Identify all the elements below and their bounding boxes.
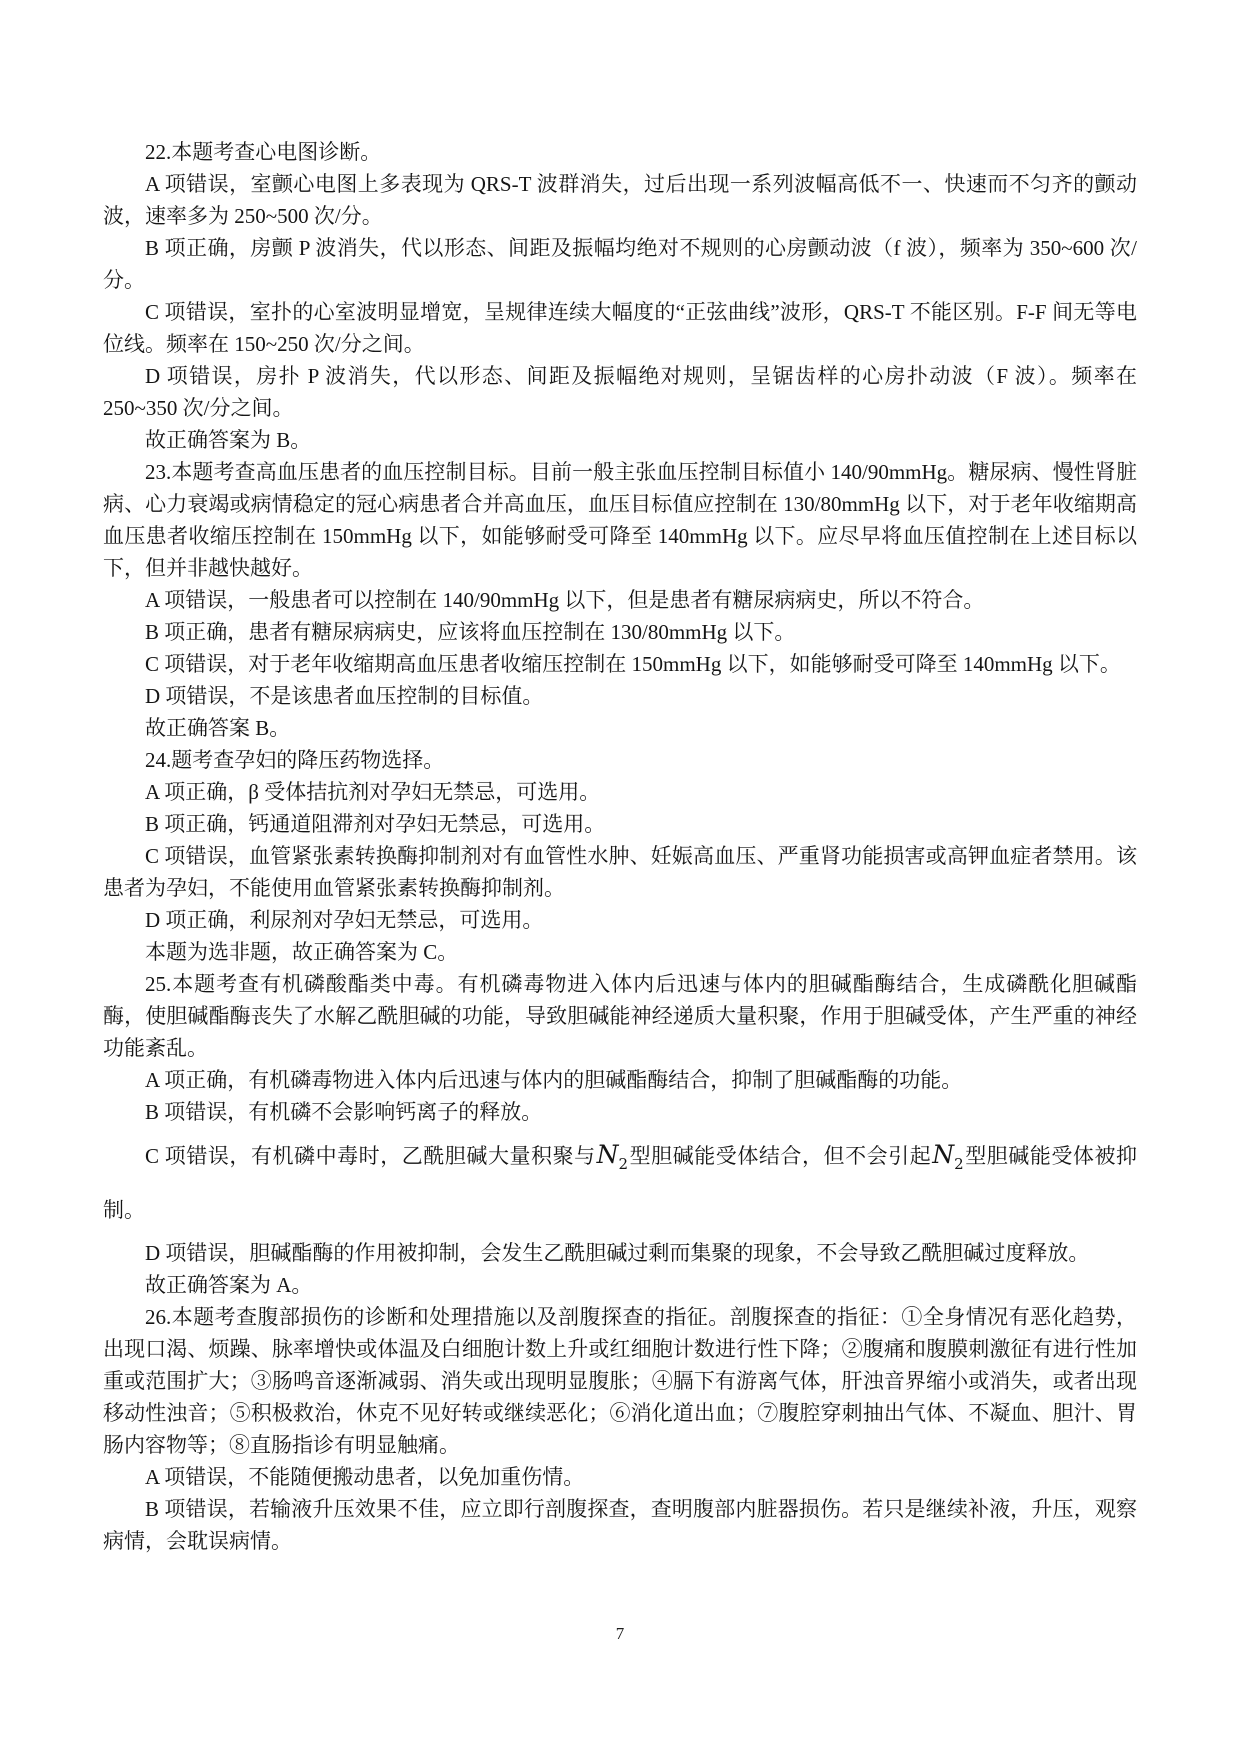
formula-subscript: 2 — [954, 1155, 964, 1173]
q25-option-c-text-1: C 项错误，有机磷中毒时，乙酰胆碱大量积聚与 — [145, 1144, 596, 1168]
q23-option-a: A 项错误，一般患者可以控制在 140/90mmHg 以下，但是患者有糖尿病病史，所以不符合。 — [145, 588, 985, 612]
q25-option-a: A 项正确，有机磷毒物进入体内后迅速与体内的胆碱酯酶结合，抑制了胆碱酯酶的功能。 — [145, 1068, 963, 1092]
q23-option-d: D 项错误，不是该患者血压控制的目标值。 — [145, 684, 544, 708]
q22-option-b: B 项正确，房颤 P 波消失，代以形态、间距及振幅均绝对不规则的心房颤动波（f 波），频率为 350~600 次/分。 — [103, 236, 1137, 292]
q24-answer: 本题为选非题，故正确答案为 C。 — [145, 940, 459, 964]
formula-base: N — [932, 1140, 955, 1169]
q25-option-b: B 项错误，有机磷不会影响钙离子的释放。 — [145, 1100, 543, 1124]
q22-option-a: A 项错误，室颤心电图上多表现为 QRS-T 波群消失，过后出现一系列波幅高低不一、快速而不匀齐的颤动波，速率多为 250~500 次/分。 — [103, 172, 1137, 228]
q24-option-d: D 项正确，利尿剂对孕妇无禁忌，可选用。 — [145, 908, 544, 932]
formula-subscript: 2 — [618, 1155, 629, 1173]
q26-intro: 26.本题考查腹部损伤的诊断和处理措施以及剖腹探查的指征。剖腹探查的指征：①全身情况有恶化趋势，出现口渴、烦躁、脉率增快或体温及白细胞计数上升或红细胞计数进行性下降；②腹痛和腹膜刺激征有进行性加重或范围扩大；③肠鸣音逐渐减弱、消失或出现明显腹胀；④膈下有游离气体，肝浊音界缩小或消失，或者出现移动性浊音；⑤积极救治，休克不见好转或继续恶化；⑥消化道出血；⑦腹腔穿刺抽出气体、不凝血、胆汁、胃肠内容物等；⑧直肠指诊有明显触痛。 — [103, 1305, 1137, 1457]
page-number: 7 — [615, 1624, 625, 1643]
q26-option-b: B 项错误，若输液升压效果不佳，应立即行剖腹探查，查明腹部内脏器损伤。若只是继续补液，升压，观察病情，会耽误病情。 — [103, 1497, 1137, 1553]
q25-answer: 故正确答案为 A。 — [145, 1273, 313, 1297]
q25-option-c — [103, 1128, 1137, 1237]
q24-option-b: B 项正确，钙通道阻滞剂对孕妇无禁忌，可选用。 — [145, 812, 606, 836]
document-body — [103, 136, 1137, 1557]
n2-receptor-formula — [596, 1140, 629, 1173]
q26-option-a: A 项错误，不能随便搬动患者，以免加重伤情。 — [145, 1465, 585, 1489]
q23-answer: 故正确答案 B。 — [145, 716, 291, 740]
q25-option-d: D 项错误，胆碱酯酶的作用被抑制，会发生乙酰胆碱过剩而集聚的现象，不会导致乙酰胆碱过度释放。 — [145, 1241, 1090, 1265]
q22-option-d: D 项错误，房扑 P 波消失，代以形态、间距及振幅绝对规则，呈锯齿样的心房扑动波（F 波）。频率在 250~350 次/分之间。 — [103, 364, 1137, 420]
q24-option-a: A 项正确，β 受体拮抗剂对孕妇无禁忌，可选用。 — [145, 780, 601, 804]
q25-intro: 25.本题考查有机磷酸酯类中毒。有机磷毒物进入体内后迅速与体内的胆碱酯酶结合，生成磷酰化胆碱酯酶，使胆碱酯酶丧失了水解乙酰胆碱的功能，导致胆碱能神经递质大量积聚，作用于胆碱受体，产生严重的神经功能紊乱。 — [103, 972, 1137, 1060]
formula-base: N — [596, 1140, 619, 1169]
q25-option-c-text-2: 型胆碱能受体结合，但不会引起 — [629, 1144, 932, 1168]
q23-option-b: B 项正确，患者有糖尿病病史，应该将血压控制在 130/80mmHg 以下。 — [145, 620, 796, 644]
q22-intro: 22.本题考查心电图诊断。 — [145, 140, 382, 164]
n2-receptor-formula — [932, 1140, 964, 1173]
q24-option-c: C 项错误，血管紧张素转换酶抑制剂对有血管性水肿、妊娠高血压、严重肾功能损害或高钾血症者禁用。该患者为孕妇，不能使用血管紧张素转换酶抑制剂。 — [103, 844, 1137, 900]
q23-option-c: C 项错误，对于老年收缩期高血压患者收缩压控制在 150mmHg 以下，如能够耐受可降至 140mmHg 以下。 — [145, 652, 1121, 676]
q23-intro: 23.本题考查高血压患者的血压控制目标。目前一般主张血压控制目标值小 140/90mmHg。糖尿病、慢性肾脏病、心力衰竭或病情稳定的冠心病患者合并高血压，血压目标值应控制在 130/80mmHg 以下，对于老年收缩期高血压患者收缩压控制在 150mmHg 以下，如能够耐受可降至 140mmHg 以下。应尽早将血压值控制在上述目标以下，但并非越快越好。 — [103, 460, 1137, 580]
q24-intro: 24.题考查孕妇的降压药物选择。 — [145, 748, 445, 772]
q25-option-c-text-3: 型胆碱能受体被抑制。 — [103, 1144, 1138, 1222]
q22-answer: 故正确答案为 B。 — [145, 428, 312, 452]
q22-option-c: C 项错误，室扑的心室波明显增宽，呈规律连续大幅度的“正弦曲线”波形，QRS-T 不能区别。F-F 间无等电位线。频率在 150~250 次/分之间。 — [103, 300, 1137, 356]
